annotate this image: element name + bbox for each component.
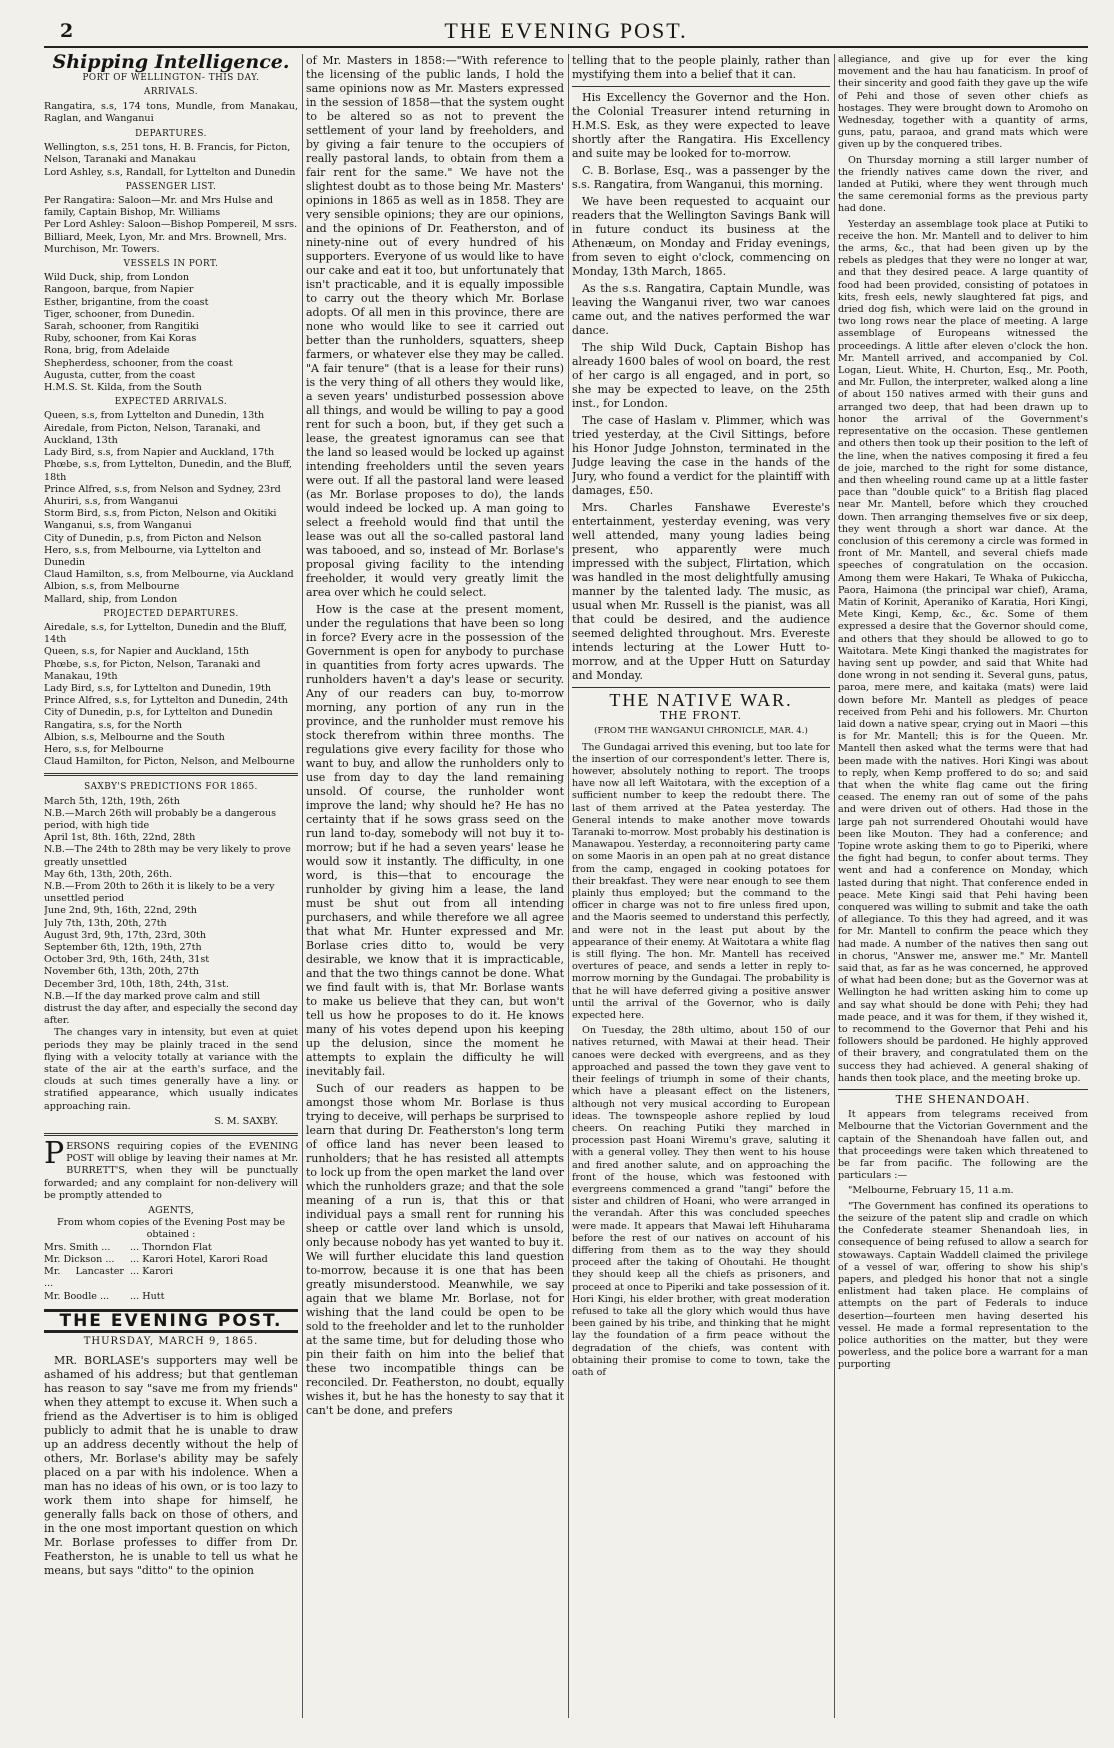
news-item: As the s.s. Rangatira, Captain Mundle, was leaving the Wanganui river, two war canoes came out, and the natives performed the war dance. [572,282,830,337]
article-paragraph: On Thursday morning a still larger number of the friendly natives came down the river, and landed at Putiki, where they went through much the same ceremonial forms as the previous party had done. [838,154,1088,215]
column-rule [834,54,835,1718]
editorial-masthead: THE EVENING POST. [44,1309,298,1333]
projected-item: Phœbe, s.s, for Picton, Nelson, Taranaki and Manakau, 19th [44,658,261,682]
saxby-heading: SAXBY'S PREDICTIONS FOR 1865. [84,782,258,793]
saxby-line: September 6th, 12th, 19th, 27th [44,942,202,954]
article-paragraph: "The Government has confined its operations to the seizure of the patent slip and cradle on which the Confederate steamer Shenandoah lies, in consequence of being refused to allow a search for stowaways. Captain Waddell claimed the privilege of a vessel of war, offering to show his ship's papers, and pledged his honor that not a single enlistment had taken place. He complains of attempts on the part of Federals to induce desertion—fourteen men having deserted his vessel. He made a formal representation to the police authorities on the matter, but they were powerless, and the police bore a warrant for a man purporting [838,1200,1088,1371]
masthead [44,14,1088,48]
projected-item: Queen, s.s, for Napier and Auckland, 15th [44,646,250,658]
expected-item: Prince Alfred, s.s, from Nelson and Sydney, 23rd [44,483,281,495]
vessel-item: Augusta, cutter, from the coast [44,369,196,381]
passenger-item: Per Lord Ashley: Saloon—Bishop Pompereil, M ssrs. Billiard, Meek, Lyon, Mr. and Mrs. Brownell, Mrs. Murchison, Mr. Towers. [44,219,298,255]
article-paragraph: The Gundagai arrived this evening, but too late for the insertion of our correspondent's letter. There is, however, absolutely nothing to report. The troops have now all left Waitotara, with the exception of a sufficient number to keep the redoubt there. The last of them arrived at the Patea yesterday. The General intends to make another move towards Taranaki to-morrow. Most probably his destination is Manawapou. Yesterday, a reconnoitering party came on some Maoris in an open pah at no great distance from the camp, engaged in cooking potatoes for their breakfast. They were near enough to see them plainly thus employed; but the command to the officer in charge was not to fire unless fired upon, and the Maoris seemed to understand this perfectly, and were not in the least put about by the appearance of their enemy. At Waitotara a white flag is still flying. The hon. Mr. Mantell has received overtures of peace, and sends a letter in reply to-morrow morning by the Gundagai. The probability is that he will have deferred giving a positive answer until the arrival of the Governor, who is daily expected here. [572,741,830,1022]
agent-place: ... Hutt [130,1290,165,1302]
column-rule [568,54,569,1718]
projected-item: Lady Bird, s.s, for Lyttelton and Dunedin, 19th [44,682,272,694]
projected-heading: PROJECTED DEPARTURES. [103,608,239,619]
saxby-line: May 6th, 13th, 20th, 26th. [44,868,173,880]
arrivals-text: Rangatira, s.s, 174 tons, Mundle, from Manakau, Raglan, and Wanganui [44,100,298,124]
expected-item: Wanganui, s.s, from Wanganui [44,520,192,532]
news-item: The case of Haslam v. Plimmer, which was tried yesterday, at the Civil Sittings, before his Honor Judge Johnston, terminated in the Judge leaving the case in the hands of the Jury, who found a verdict for the plaintiff with damages, £50. [572,414,830,497]
vessel-item: Wild Duck, ship, from London [44,272,190,284]
projected-item: City of Dunedin, p.s, for Lyttelton and Dunedin [44,707,273,719]
projected-item: Rangatira, s.s, for the North [44,719,183,731]
port-line: PORT OF WELLINGTON- THIS DAY. [82,73,260,84]
shenandoah-heading: THE SHENANDOAH. [895,1093,1031,1107]
expected-item: Hero, s.s, from Melbourne, via Lyttelton and Dunedin [44,544,262,568]
native-war-subheading: THE FRONT. [659,709,743,723]
column-4 [838,54,1088,1718]
column-rule [302,54,303,1718]
saxby-line: November 6th, 13th, 20th, 27th [44,966,199,978]
agent-name: Mrs. Smith ... [44,1241,111,1253]
notice-text: PERSONS requiring copies of the EVENING POST will oblige by leaving their names at Mr. BURRETT'S, when they will be punctually forwarded; and any complaint for non-delivery will be promptly attended to [44,1136,298,1201]
projected-item: Prince Alfred, s.s, for Lyttelton and Dunedin, 24th [44,695,288,707]
saxby-line: March 5th, 12th, 19th, 26th [44,795,180,807]
expected-heading: EXPECTED ARRIVALS. [114,397,228,408]
divider [572,86,830,87]
page-number: 2 [60,20,74,42]
saxby-line: N.B.—March 26th will probably be a dangerous period, with high tide [44,807,277,831]
vessel-item: Sarah, schooner, from Rangitiki [44,321,199,333]
saxby-line: December 3rd, 10th, 18th, 24th, 31st. [44,978,229,990]
passenger-item: Per Rangatira: Saloon—Mr. and Mrs Hulse and family, Captain Bishop, Mr. Williams [44,195,273,219]
passenger-heading: PASSENGER LIST. [125,181,217,192]
editorial-paragraph: of Mr. Masters in 1858:—"With reference to the licensing of the public lands, I hold the same opinions now as Mr. Masters expressed in the session of 1858—that the system ought to be altered so as not to prevent the settlement of your land by freeholders, and by giving a fair tenure to the occupiers of really pastoral lands, to obtain from them a fair rent for the same." We have not the slightest doubt as to those being Mr. Masters' opinions in 1865 as well as in 1858. They are very sensible opinions; they are our opinions, and the opinions of Dr. Featherston, and of ninety-nine out of every hundred of his supporters. Everyone of us would like to have our cake and eat it too, but unfortunately that isn't practicable, and it is equally impossible to carry out the theory which Mr. Borlase adopts. Of all men in this province, there are none who would like to see it carried out better than the runholders, squatters, sheep farmers, or whatever else they may be called. "A fair tenure" (that is a lease for their runs) is the very thing of all others they would like, a seven years' undisturbed possession above all things, and would be willing to pay a good rent for such a boon, but, if they get such a lease, the greatest ignoramus can see that the land so leased would be locked up against intending freeholders until the seven years were out. If all the pastoral land were leased (as Mr. Borlase proposes to do), the lands would indeed be locked up. A man going to select a freehold would find that until the lease was out all the so-called pastoral land was tabooed, and so, instead of Mr. Borlase's proposal giving facility to the intending freeholder, it would very greatly limit the area over which he could select. [306,54,564,599]
expected-item: Mallard, ship, from London [44,593,178,605]
projected-item: Airedale, s.s, for Lyttelton, Dunedin and the Bluff, 14th [44,621,287,646]
expected-item: City of Dunedin, p.s, from Picton and Nelson [44,532,262,544]
saxby-line: July 7th, 13th, 20th, 27th [44,917,167,929]
projected-item: Claud Hamilton, for Picton, Nelson, and Melbourne [44,756,295,768]
vessel-item: Esther, brigantine, from the coast [44,296,209,308]
editorial-paragraph: Such of our readers as happen to be amongst those whom Mr. Borlase is thus trying to deceive, will perhaps be surprised to learn that during Dr. Featherston's long term of office land has never been leased to runholders; that he has resisted all attempts to lock up from the open market the land over which the runholders graze; and that the sole meaning of a run is, that this or that individual pays a small rent for running his sheep or cattle over land which is unsold, only because nobody has yet wanted to buy it. We will further elucidate this land question to-morrow, because it is one that has been greatly misunderstood. Meanwhile, we say again that we blame Mr. Borlase, not for wishing that the land could be open to be sold to the freeholder and let to the runholder at the same time, but for deluding those who pin their faith on him into the belief that these two incompatible things can be reconciled. Dr. Featherston, no doubt, equally wishes it, but he has the honesty to say that it can't be done, and prefers [306,1082,564,1417]
agent-place: ... Thorndon Flat [130,1241,212,1253]
editorial-paragraph: telling that to the people plainly, rather than mystifying them into a belief that it can. [572,54,830,81]
article-paragraph: It appears from telegrams received from Melbourne that the Victorian Government and the captain of the Shenandoah have fallen out, and that proceedings were taken which threatened to be far from pacific. The following are the particulars :— [838,1109,1088,1182]
vessel-item: Rona, brig, from Adelaide [44,345,170,357]
news-item: We have been requested to acquaint our readers that the Wellington Savings Bank will in future conduct its business at the Athenæum, on Monday and Friday evenings, from seven to eight o'clock, commencing on Monday, 13th March, 1865. [572,195,830,278]
column-1 [44,54,298,1718]
expected-item: Lady Bird, s.s, from Napier and Auckland, 17th [44,447,275,459]
news-item: The ship Wild Duck, Captain Bishop has already 1600 bales of wool on board, the rest of her cargo is all engaged, and in port, so she may be expected to leave, on the 25th inst., for London. [572,341,830,410]
saxby-note: The changes vary in intensity, but even at quiet periods they may be plainly traced in the send flying with a velocity totally at variance with the state of the air at the earth's surface, and the clouds at such times generally have a liny. or stratified appearance, which usually indicates approaching rain. [44,1027,298,1112]
article-paragraph: allegiance, and give up for ever the king movement and the hau hau fanaticism. In proof of their sincerity and good faith they gave up the wife of Pehi and those of seven other chiefs as hostages. They were brought down to Aromoho on Wednesday, together with a quantity of arms, guns, patu, paraoa, and grand mats which were given up by the conquered tribes. [838,54,1088,151]
expected-item: Airedale, from Picton, Nelson, Taranaki, and Auckland, 13th [44,422,261,446]
saxby-line: April 1st, 8th. 16th, 22nd, 28th [44,832,196,844]
vessel-item: Rangoon, barque, from Napier [44,284,194,296]
saxby-signature: S. M. SAXBY. [214,1115,278,1127]
vessel-item: Tiger, schooner, from Dunedin. [44,308,195,320]
vessel-item: Shepherdess, schooner, from the coast [44,357,233,369]
agent-name: Mr. Dickson ... [44,1253,115,1265]
column-3 [572,54,830,1718]
divider [572,687,830,688]
editorial-date: THURSDAY, MARCH 9, 1865. [83,1335,259,1347]
expected-item: Storm Bird, s.s, from Picton, Nelson and Okitiki [44,508,277,520]
agent-place: ... Karori [130,1266,174,1278]
departure-item: Lord Ashley, s.s, Randall, for Lyttelton and Dunedin [44,166,296,178]
source-line: (FROM THE WANGANUI CHRONICLE, MAR. 4.) [594,726,808,737]
expected-item: Queen, s.s, from Lyttelton and Dunedin, 13th [44,410,265,422]
news-item: C. B. Borlase, Esq., was a passenger by the s.s. Rangatira, from Wanganui, this morning. [572,164,830,191]
agent-name: Mr. Boodle ... [44,1290,110,1302]
saxby-line: October 3rd, 9th, 16th, 24th, 31st [44,954,210,966]
agent-name: Mr. Lancaster ... [44,1266,124,1290]
editorial-paragraph: MR. BORLASE's supporters may well be ashamed of his address; but that gentleman has reason to say "save me from my friends" when they attempt to excuse it. When such a friend as the Advertiser is to him is obliged publicly to admit that he is unable to draw up an address decently without the help of others, Mr. Borlase's ability may be safely placed on a par with his indolence. When a man has no ideas of his own, or is too lazy to work them into shape for himself, he generally falls back on those of others, and in the one most important question on which Mr. Borlase professes to differ from Dr. Featherston, he is unable to tell us what he means, but says "ditto" to the opinion [44,1354,298,1578]
vessel-item: H.M.S. St. Kilda, from the South [44,382,202,394]
departure-item: Wellington, s.s, 251 tons, H. B. Francis, for Picton, Nelson, Taranaki and Manakau [44,142,291,166]
divider [44,773,298,776]
article-paragraph: On Tuesday, the 28th ultimo, about 150 of our natives returned, with Mawai at their head. Their canoes were decked with evergreens, and as they approached and passed the town they gave vent to their feelings of triumph in some of their chants, which have a pleasant effect on the listeners, although not very musical according to European ideas. The townspeople ashore replied by loud cheers. On reaching Putiki they marched in procession past Hoani Wiremu's grave, saluting it with a general volley. They then went to his house and fired another salute, and on approaching the front of the house, which was festooned with evergreens commenced a grand "tangi" before the sister and children of Hoani, who were arranged in the verandah. After this was concluded speeches were made. It appears that Mawai left Hihuharama before the rest of our natives on account of his differing from them as to the way they should proceed after the taking of Ohoutahi. He thought they should keep all the chiefs as prisoners, and proceed at once to Piperiki and take possession of it. Hori Kingi, his elder brother, with great moderation refused to take all the glory which would thus have been gained by his tribe, and thinking that he might lay the foundation of a firm peace without the degradation of the chiefs, was content with obtaining their promise to come to town, take the oath of [572,1025,830,1378]
shipping-heading: Shipping Intelligence. [52,54,290,73]
departures-heading: DEPARTURES. [135,129,207,140]
vessel-item: Ruby, schooner, from Kai Koras [44,333,197,345]
expected-item: Phœbe, s.s, from Lyttelton, Dunedin, and the Bluff, 18th [44,459,292,483]
page-title: THE EVENING POST. [444,18,688,43]
column-2 [306,54,564,1718]
projected-item: Hero, s.s, for Melbourne [44,743,164,755]
agents-heading: AGENTS, [148,1205,194,1217]
editorial-paragraph: How is the case at the present moment, under the regulations that have been so long in force? Every acre in the possession of the Government is open for anybody to purchase in quantities from forty acres upwards. The runholders haven't a day's lease or security. Any of our readers can buy, to-morrow morning, any portion of any run in the province, and the runholder must remove his stock therefrom within three months. The regulations give every facility for those who want to buy, and allow the runholders only to use from day to day the land remaining unsold. Of course, the runholder wont improve the land; why should he? He has no certainty that if he sows grass seed on the run land to-day, somebody will not buy it to-morrow; but if he had a seven years' lease he would sow it instantly. The difficulty, in one word, is this—that to encourage the runholder by giving him a lease, the land must be shut out from all intending purchasers, and while therefore we all agree that what Mr. Hunter expressed and Mr. Borlase cries ditto to, would be very desirable, we know that it is impracticable, and that the two things cannot be done. What we find fault with is, that Mr. Borlase wants to make us believe that they can, but won't tell us how he proposes to do it. He knows many of his votes depend upon his keeping up the delusion, since the moment he attempts to explain the difficulty he will inevitably fail. [306,603,564,1078]
saxby-line: N.B.—The 24th to 28th may be very likely to prove greatly unsettled [44,844,291,868]
arrivals-heading: ARRIVALS. [143,87,199,98]
expected-item: Ahuriri, s.s, from Wanganui [44,495,178,507]
native-war-heading: THE NATIVE WAR. [609,690,793,710]
saxby-line: August 3rd, 9th, 17th, 23rd, 30th [44,929,207,941]
saxby-line: N.B.—If the day marked prove calm and still distrust the day after, and especially the second day after. [44,990,298,1027]
saxby-line: N.B.—From 20th to 26th it is likely to be a very unsettled period [44,881,275,905]
expected-item: Claud Hamilton, s.s, from Melbourne, via Auckland [44,569,294,581]
vessels-heading: VESSELS IN PORT. [123,259,219,270]
dateline: "Melbourne, February 15, 11 a.m. [848,1185,1014,1197]
news-item: Mrs. Charles Fanshawe Evereste's entertainment, yesterday evening, was very well attended, many young ladies being present, who apparently were much impressed with the subject, Flirtation, which was handled in the most delightfully amusing manner by the talented lady. The music, as usual when Mr. Russell is the pianist, was all that could be desired, and the audience seemed delighted throughout. Mrs. Evereste intends lecturing at the Lower Hutt to-morrow, and at the Upper Hutt on Saturday and Monday. [572,501,830,682]
saxby-line: June 2nd, 9th, 16th, 22nd, 29th [44,905,197,917]
expected-item: Albion, s.s, from Melbourne [44,581,180,593]
agents-subheading: From whom copies of the Evening Post may be obtained : [56,1217,286,1241]
divider [838,1089,1088,1090]
divider [44,1133,298,1136]
projected-item: Albion, s.s, Melbourne and the South [44,731,225,743]
news-item: His Excellency the Governor and the Hon. the Colonial Treasurer intend returning in H.M.S. Esk, as they were expected to leave shortly after the Rangatira. His Excellency and suite may be looked for to-morrow. [572,91,830,160]
article-paragraph: Yesterday an assemblage took place at Putiki to receive the hon. Mr. Mantell and to deliver to him the arms, &c., that had been given up by the rebels as pledges that they were no longer at war, and that they desired peace. A large quantity of food had been provided, consisting of potatoes in kits, fresh eels, newly slaughtered fat pigs, and dried dog fish, which were laid on the ground in two long rows near the place of meeting. A large assemblage of Europeans witnessed the proceedings. A little after eleven o'clock the hon. Mr. Mantell arrived, and accompanied by Col. Logan, Lieut. White, H. Churton, Esq., Mr. Pooth, and Mr. Fullon, the interpreter, walked along a line of about 150 natives armed with their guns and arranged two deep, that had been drawn up to honor the arrival of the Government's representative on the occasion. These gentlemen and others then took up their position to the left of the line, when the natives composing it fired a feu de joie, marched to the right for some distance, and then wheeling round came up at a little faster pace than "double quick" to a British flag placed near Mr. Mantell, before which they crouched down. Then arranging themselves five or six deep, they went through a short war dance. At the conclusion of this ceremony a circle was formed in front of Mr. Mantell, and several chiefs made speeches of congratulation on the occasion. Among them were Hakari, Te Whaka of Pukiccha, Paora, Haimona (the principal war chief), Arama, Matin of Korinit, Aperaniko of Karatia, Hori Kingi, Mete Kingi, Kemp, &c., &c. Some of them expressed a desire that the Governor should come, and others that they should be allowed to go to Waitotara. Mete Kingi thanked the magistrates for having sent up powder, and said that White had done wrong in not sending it. Several guns, patus, paroa, mere mere, and kaitaka (mats) were laid down before Mr. Mantell as pledges of peace received from Pehi and his followers. Mr. Churton laid down a native spear, crying out in Maori —this is for Mr. Mantell; this is for the Queen. Mr. Mantell then asked what the terms were that had been made with the natives. Hori Kingi was about to reply, when Kemp proffered to do so; and said that when the white flag came out the firing ceased. The enemy ran out of some of the pahs and were driven out of others. Had those in the large pah not surrendered Ohoutahi would have been like Mouton. They had a conference; and Topine wrote asking them to go to Piperiki, where the fight had begun, to confer about terms. They went and had a conference on Monday, which lasted during that night. That conference ended in peace. Mete Kingi said that Pehi having been conquered was willing to submit and take the oath of allegiance. To this they had agreed, and it was for Mr. Mantell to confirm the peace which they had made. A number of the natives then sang out in chorus, "Answer me, answer me." Mr. Mantell said that, as far as he was concerned, he approved of what had been done; but as the Governor was at Wellington he had written asking him to come up and say what should be done with Pehi; they had made peace, and it was for them, if they wished it, to recommend to the Governor that Pehi and his followers should be pardoned. He highly approved of their bravery, and congratulated them on the success they had achieved. A general shaking of hands then took place, and the meeting broke up. [838,218,1088,1084]
agent-place: ... Karori Hotel, Karori Road [130,1253,268,1265]
